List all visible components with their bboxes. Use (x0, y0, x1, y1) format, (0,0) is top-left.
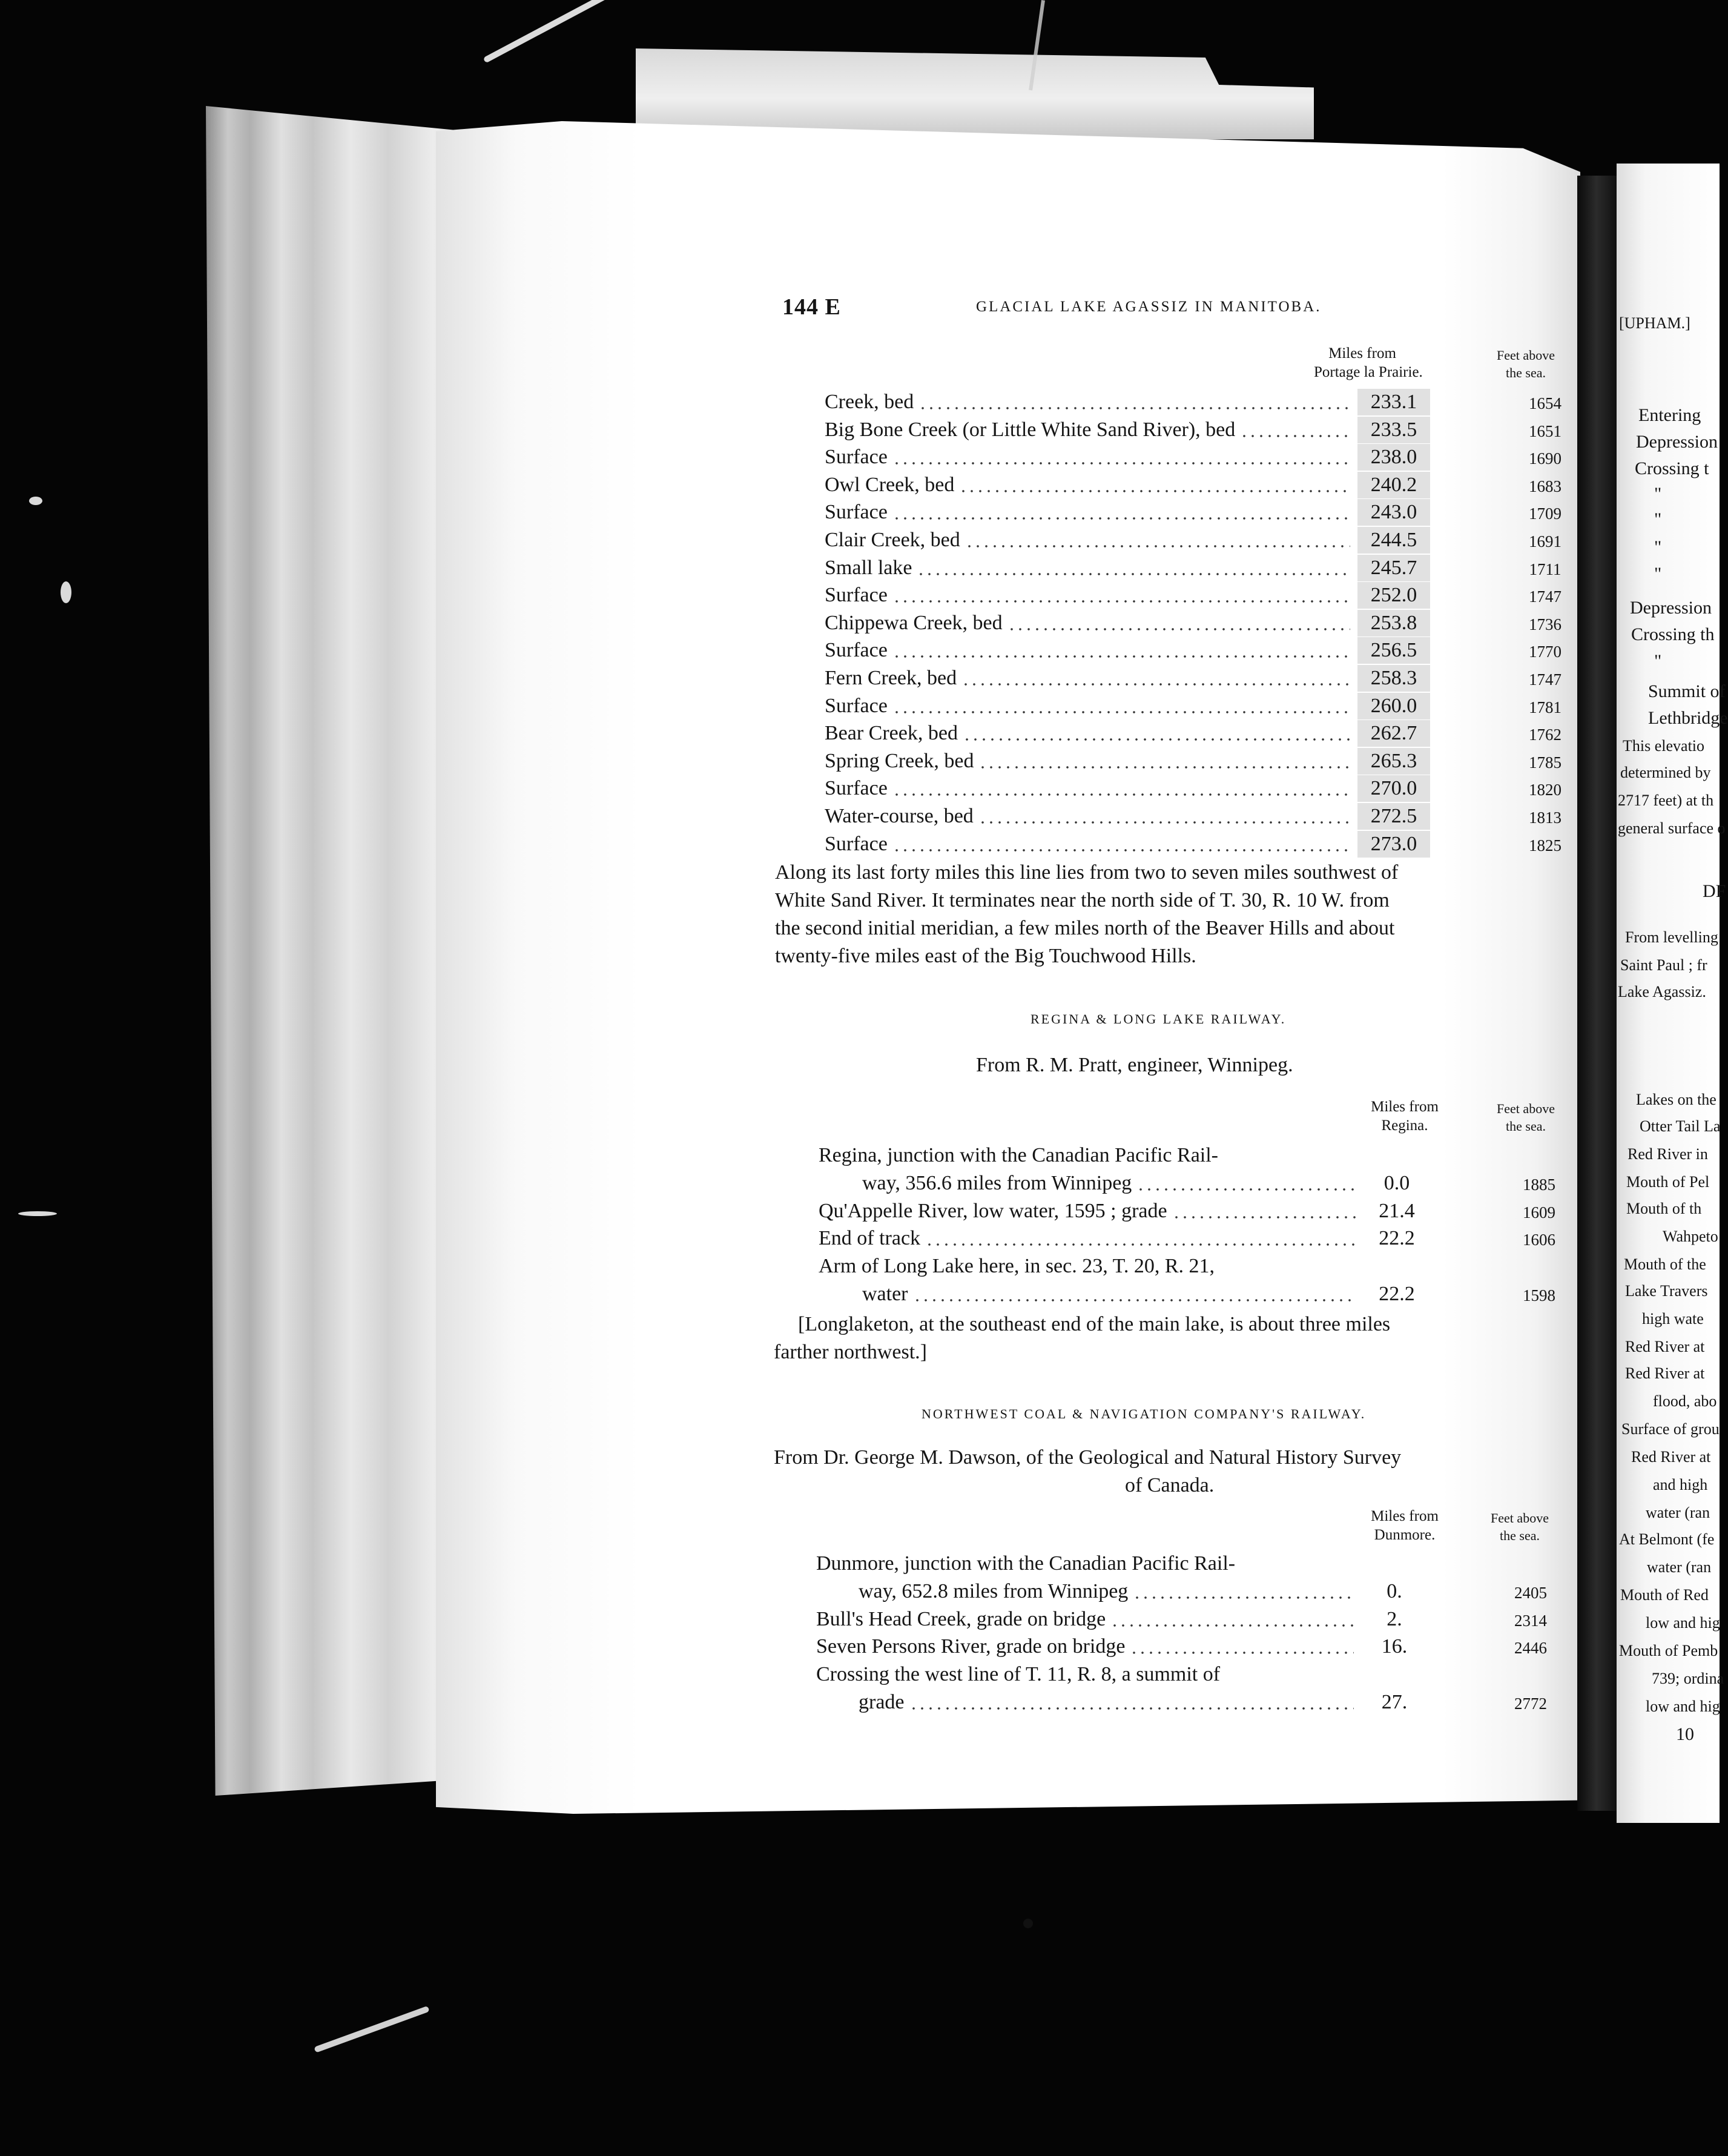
row-label: water (862, 1283, 908, 1305)
facing-page-line: Red River at (1625, 1338, 1705, 1355)
table3-miles-header-line2: Dunmore. (1374, 1527, 1436, 1543)
facing-page-line: and high (1653, 1476, 1708, 1493)
row-feet: 2446 (1514, 1639, 1547, 1658)
table1-feet-header-line1: Feet above (1497, 348, 1555, 363)
row-label: Regina, junction with the Canadian Pacific Rail- (819, 1144, 1218, 1166)
row-label: Dunmore, junction with the Canadian Pacific Rail- (816, 1552, 1236, 1575)
facing-page-line: 739; ordina (1652, 1670, 1724, 1687)
row-miles: 238.0 (1357, 444, 1430, 471)
leader-dots (892, 517, 1350, 520)
row-label: Fern Creek, bed (825, 667, 957, 689)
row-miles: 258.3 (1357, 665, 1430, 692)
row-feet: 2314 (1514, 1611, 1547, 1630)
row-feet: 1747 (1529, 670, 1561, 689)
row-label: Clair Creek, bed (825, 529, 960, 551)
row-miles: 260.0 (1357, 693, 1430, 719)
table2-feet-header-line2: the sea. (1506, 1119, 1546, 1134)
facing-page-text (1618, 303, 1728, 1787)
table-row (825, 693, 1575, 719)
row-miles: 233.5 (1357, 417, 1430, 443)
leader-dots (959, 490, 1350, 492)
row-miles: 16. (1381, 1635, 1408, 1658)
section-credit-regina: From R. M. Pratt, engineer, Winnipeg. (976, 1054, 1293, 1076)
facing-page-line: Saint Paul ; fr (1620, 956, 1707, 974)
paragraph-line: Along its last forty miles this line lies from two to seven miles southwest of (775, 861, 1399, 884)
facing-page-line: water (ran (1647, 1558, 1712, 1576)
dust-speck (18, 1211, 57, 1216)
row-label: way, 356.6 miles from Winnipeg (862, 1171, 1132, 1194)
facing-page-line: " (1654, 509, 1662, 529)
row-miles: 273.0 (1357, 831, 1430, 858)
facing-page-line: low and hig (1646, 1698, 1720, 1715)
facing-page-line: Red River at (1631, 1448, 1711, 1466)
row-feet: 1609 (1523, 1203, 1555, 1222)
leader-dots (978, 766, 1350, 769)
row-feet: 1651 (1529, 422, 1561, 440)
row-miles: 244.5 (1357, 527, 1430, 554)
row-label: Surface (825, 584, 888, 607)
leader-dots (909, 1707, 1354, 1710)
facing-page-line: " (1654, 537, 1662, 557)
table-row (859, 1578, 1573, 1605)
facing-page-line: Surface of grou (1621, 1420, 1720, 1438)
leader-dots (963, 738, 1350, 741)
row-feet: 1691 (1529, 532, 1561, 551)
leader-dots (918, 407, 1350, 409)
row-label: Surface (825, 446, 888, 469)
facing-page-line: Lethbridge (1648, 708, 1728, 728)
paragraph-line: White Sand River. It terminates near the north side of T. 30, R. 10 W. from (775, 889, 1390, 911)
row-miles: 262.7 (1357, 720, 1430, 747)
facing-page-line: Mouth of Pel (1626, 1173, 1710, 1191)
note-line: farther northwest.] (774, 1341, 928, 1363)
facing-page-line: " (1654, 564, 1662, 584)
table2-feet-header-line1: Feet above (1497, 1101, 1555, 1116)
leader-dots (892, 600, 1350, 603)
book-gutter (1577, 176, 1620, 1811)
facing-page-line: low and hig (1646, 1614, 1720, 1632)
row-label: Bear Creek, bed (825, 722, 958, 745)
table-row (816, 1661, 1573, 1688)
facing-page-line: determined by (1620, 764, 1711, 781)
row-feet: 1770 (1529, 643, 1561, 661)
leader-dots (892, 849, 1350, 851)
row-label: way, 652.8 miles from Winnipeg (859, 1579, 1129, 1602)
row-feet: 1813 (1529, 808, 1561, 827)
table-row (816, 1633, 1573, 1660)
facing-page-line: Mouth of the (1624, 1255, 1706, 1273)
table1-miles-header-line2: Portage la Prairie. (1314, 364, 1423, 380)
binding-clip-top (483, 0, 609, 63)
row-label: Surface (825, 832, 888, 855)
leader-dots (965, 545, 1350, 547)
table-row (859, 1689, 1573, 1716)
table-row (819, 1198, 1575, 1225)
leader-dots (1130, 1652, 1354, 1654)
table3-miles-header-line1: Miles from (1371, 1508, 1439, 1524)
row-label: Surface (825, 501, 888, 524)
table-row (825, 665, 1575, 692)
facing-page-line: Lakes on the (1636, 1091, 1716, 1108)
table1-feet-header (1480, 346, 1571, 382)
facing-page-bracket: [UPHAM.] (1619, 314, 1690, 332)
table-row (825, 831, 1575, 858)
table-row (819, 1253, 1575, 1280)
row-miles: 272.5 (1357, 803, 1430, 830)
page-header (782, 294, 1466, 318)
facing-page-line: Summit of (1648, 681, 1726, 701)
facing-page-line: DF (1703, 881, 1726, 901)
facing-page-line: 10 (1676, 1724, 1694, 1744)
row-feet: 1606 (1523, 1231, 1555, 1249)
row-miles: 270.0 (1357, 775, 1430, 802)
row-label: Small lake (825, 556, 912, 579)
table-row (825, 637, 1575, 664)
section-title-regina: REGINA & LONG LAKE RAILWAY. (1031, 1011, 1287, 1027)
row-miles: 256.5 (1357, 637, 1430, 664)
section-title-northwest-coal: NORTHWEST COAL & NAVIGATION COMPANY'S RAILWAY. (922, 1406, 1367, 1421)
row-feet: 1747 (1529, 587, 1561, 606)
table2-miles-header (1353, 1097, 1456, 1135)
table-row (825, 555, 1575, 581)
row-miles: 252.0 (1357, 582, 1430, 609)
leader-dots (1133, 1596, 1354, 1599)
facing-page-line: Mouth of Red (1620, 1586, 1709, 1604)
facing-page-line: flood, abo (1653, 1392, 1717, 1410)
running-head: GLACIAL LAKE AGASSIZ IN MANITOBA. (976, 299, 1322, 315)
table-row (825, 748, 1575, 775)
table-row (825, 775, 1575, 802)
row-label: End of track (819, 1227, 921, 1250)
row-miles: 0.0 (1383, 1171, 1410, 1194)
facing-page-line: Depression (1630, 598, 1712, 618)
facing-page-line: This elevatio (1623, 737, 1705, 755)
table-row (825, 610, 1575, 637)
table2-feet-header (1480, 1100, 1571, 1135)
row-miles: 27. (1381, 1691, 1408, 1713)
leader-dots (1136, 1188, 1356, 1191)
leader-dots (892, 711, 1350, 713)
row-label: Chippewa Creek, bed (825, 611, 1003, 634)
table-row (825, 444, 1575, 471)
row-feet: 1785 (1529, 753, 1561, 772)
row-feet: 1825 (1529, 836, 1561, 855)
row-label: Crossing the west line of T. 11, R. 8, a summit of (816, 1663, 1221, 1686)
table3-miles-header (1353, 1507, 1456, 1544)
table2-miles-header-line1: Miles from (1371, 1099, 1439, 1115)
table-row (825, 582, 1575, 609)
table2-miles-header-line2: Regina. (1381, 1117, 1428, 1134)
facing-page-line: water (ran (1646, 1504, 1710, 1521)
row-miles: 253.8 (1357, 610, 1430, 637)
row-feet: 2772 (1514, 1695, 1547, 1713)
table-row (816, 1550, 1573, 1577)
facing-page-line: From levelling (1625, 928, 1718, 946)
leader-dots (892, 793, 1350, 796)
table-row (819, 1142, 1575, 1169)
leader-dots (1172, 1216, 1356, 1219)
row-label: Creek, bed (825, 391, 914, 413)
table-row (862, 1281, 1575, 1308)
row-miles: 245.7 (1357, 555, 1430, 581)
facing-page-line: Lake Travers (1625, 1282, 1708, 1300)
table3-feet-header (1474, 1509, 1565, 1544)
facing-page-line: Mouth of Pemb (1619, 1642, 1718, 1659)
row-label: Big Bone Creek (or Little White Sand River), bed (825, 418, 1236, 441)
row-label: Surface (825, 777, 888, 800)
paragraph-line: the second initial meridian, a few miles north of the Beaver Hills and about (775, 917, 1395, 939)
row-feet: 1709 (1529, 504, 1561, 523)
row-label: Spring Creek, bed (825, 749, 974, 772)
page-number: 144 E (782, 294, 841, 320)
facing-page-line: Mouth of th (1626, 1200, 1702, 1217)
table-row (819, 1225, 1575, 1252)
row-feet: 1820 (1529, 781, 1561, 799)
row-feet: 1711 (1529, 560, 1561, 578)
facing-page-line: Crossing th (1631, 624, 1715, 644)
leader-dots (917, 573, 1350, 575)
table-row (825, 803, 1575, 830)
paragraph-line: twenty-five miles east of the Big Touchwood Hills. (775, 945, 1196, 967)
row-label: Surface (825, 694, 888, 717)
row-miles: 240.2 (1357, 472, 1430, 498)
row-miles: 2. (1387, 1607, 1402, 1630)
table3-feet-header-line1: Feet above (1491, 1510, 1549, 1526)
leader-dots (925, 1243, 1356, 1246)
dust-speck (61, 581, 71, 603)
row-label: Surface (825, 639, 888, 662)
table-row (825, 720, 1575, 747)
row-feet: 1598 (1523, 1286, 1555, 1305)
row-label: Arm of Long Lake here, in sec. 23, T. 20, R. 21, (819, 1255, 1215, 1278)
facing-page-line: " (1654, 484, 1662, 504)
row-feet: 1654 (1529, 394, 1561, 412)
leader-dots (1007, 628, 1350, 630)
facing-page-line: Red River at (1625, 1364, 1705, 1382)
facing-page-line: Entering (1638, 405, 1701, 425)
leader-dots (961, 683, 1350, 686)
row-label: Water-course, bed (825, 805, 974, 827)
row-label: Seven Persons River, grade on bridge (816, 1635, 1126, 1658)
leader-dots (978, 821, 1350, 824)
row-feet: 1885 (1523, 1175, 1555, 1194)
table-row (862, 1170, 1575, 1197)
table-row (825, 417, 1575, 443)
row-label: Owl Creek, bed (825, 473, 955, 496)
leader-dots (1110, 1624, 1354, 1627)
row-feet: 1762 (1529, 726, 1561, 744)
row-feet: 1683 (1529, 477, 1561, 495)
facing-page-line: Lake Agassiz. (1618, 983, 1706, 1000)
row-miles: 265.3 (1357, 748, 1430, 775)
facing-page-line: " (1654, 651, 1662, 671)
facing-page-line: 2717 feet) at th (1618, 792, 1714, 809)
row-miles: 243.0 (1357, 499, 1430, 526)
row-miles: 0. (1387, 1579, 1402, 1602)
leader-dots (892, 655, 1350, 658)
book-top-pages (636, 48, 1314, 139)
row-label: grade (859, 1691, 905, 1713)
table1-feet-header-line2: the sea. (1506, 365, 1546, 380)
table-row (825, 527, 1575, 554)
row-miles: 233.1 (1357, 389, 1430, 415)
facing-page-line: Red River in (1627, 1145, 1708, 1163)
facing-page-line: Depression (1636, 432, 1718, 452)
facing-page-line: Otter Tail La (1640, 1117, 1721, 1135)
facing-page-line: At Belmont (fe (1619, 1530, 1715, 1548)
row-feet: 2405 (1514, 1583, 1547, 1602)
facing-page-line: Wahpeto (1663, 1228, 1718, 1245)
ink-dot (1023, 1919, 1033, 1928)
section-credit-dawson: From Dr. George M. Dawson, of the Geological and Natural History Survey (774, 1446, 1402, 1469)
leader-dots (892, 462, 1350, 465)
row-label: Qu'Appelle River, low water, 1595 ; grade (819, 1199, 1167, 1222)
table-row (825, 499, 1575, 526)
row-miles: 21.4 (1379, 1199, 1415, 1222)
facing-page-line: Crossing t (1635, 458, 1709, 478)
row-miles: 22.2 (1379, 1283, 1415, 1305)
row-feet: 1781 (1529, 698, 1561, 716)
section-credit-dawson-line2: of Canada. (1125, 1474, 1215, 1496)
note-line: [Longlaketon, at the southeast end of the main lake, is about three miles (798, 1313, 1391, 1335)
table-row (825, 472, 1575, 498)
leader-dots (1240, 435, 1350, 437)
table3-feet-header-line2: the sea. (1500, 1528, 1540, 1543)
facing-page-line: high wate (1642, 1310, 1704, 1328)
table1-miles-header-line1: Miles from (1328, 345, 1396, 362)
row-label: Bull's Head Creek, grade on bridge (816, 1607, 1106, 1630)
row-miles: 22.2 (1379, 1227, 1415, 1250)
leader-dots (913, 1299, 1356, 1301)
table1-miles-header (1314, 344, 1423, 382)
facing-page-line: general surface o (1618, 819, 1726, 837)
row-feet: 1690 (1529, 449, 1561, 468)
row-feet: 1736 (1529, 615, 1561, 633)
binding-clip-bottom (314, 2006, 429, 2053)
table-row (816, 1606, 1573, 1633)
table-row (825, 389, 1575, 415)
dust-speck (29, 497, 42, 505)
